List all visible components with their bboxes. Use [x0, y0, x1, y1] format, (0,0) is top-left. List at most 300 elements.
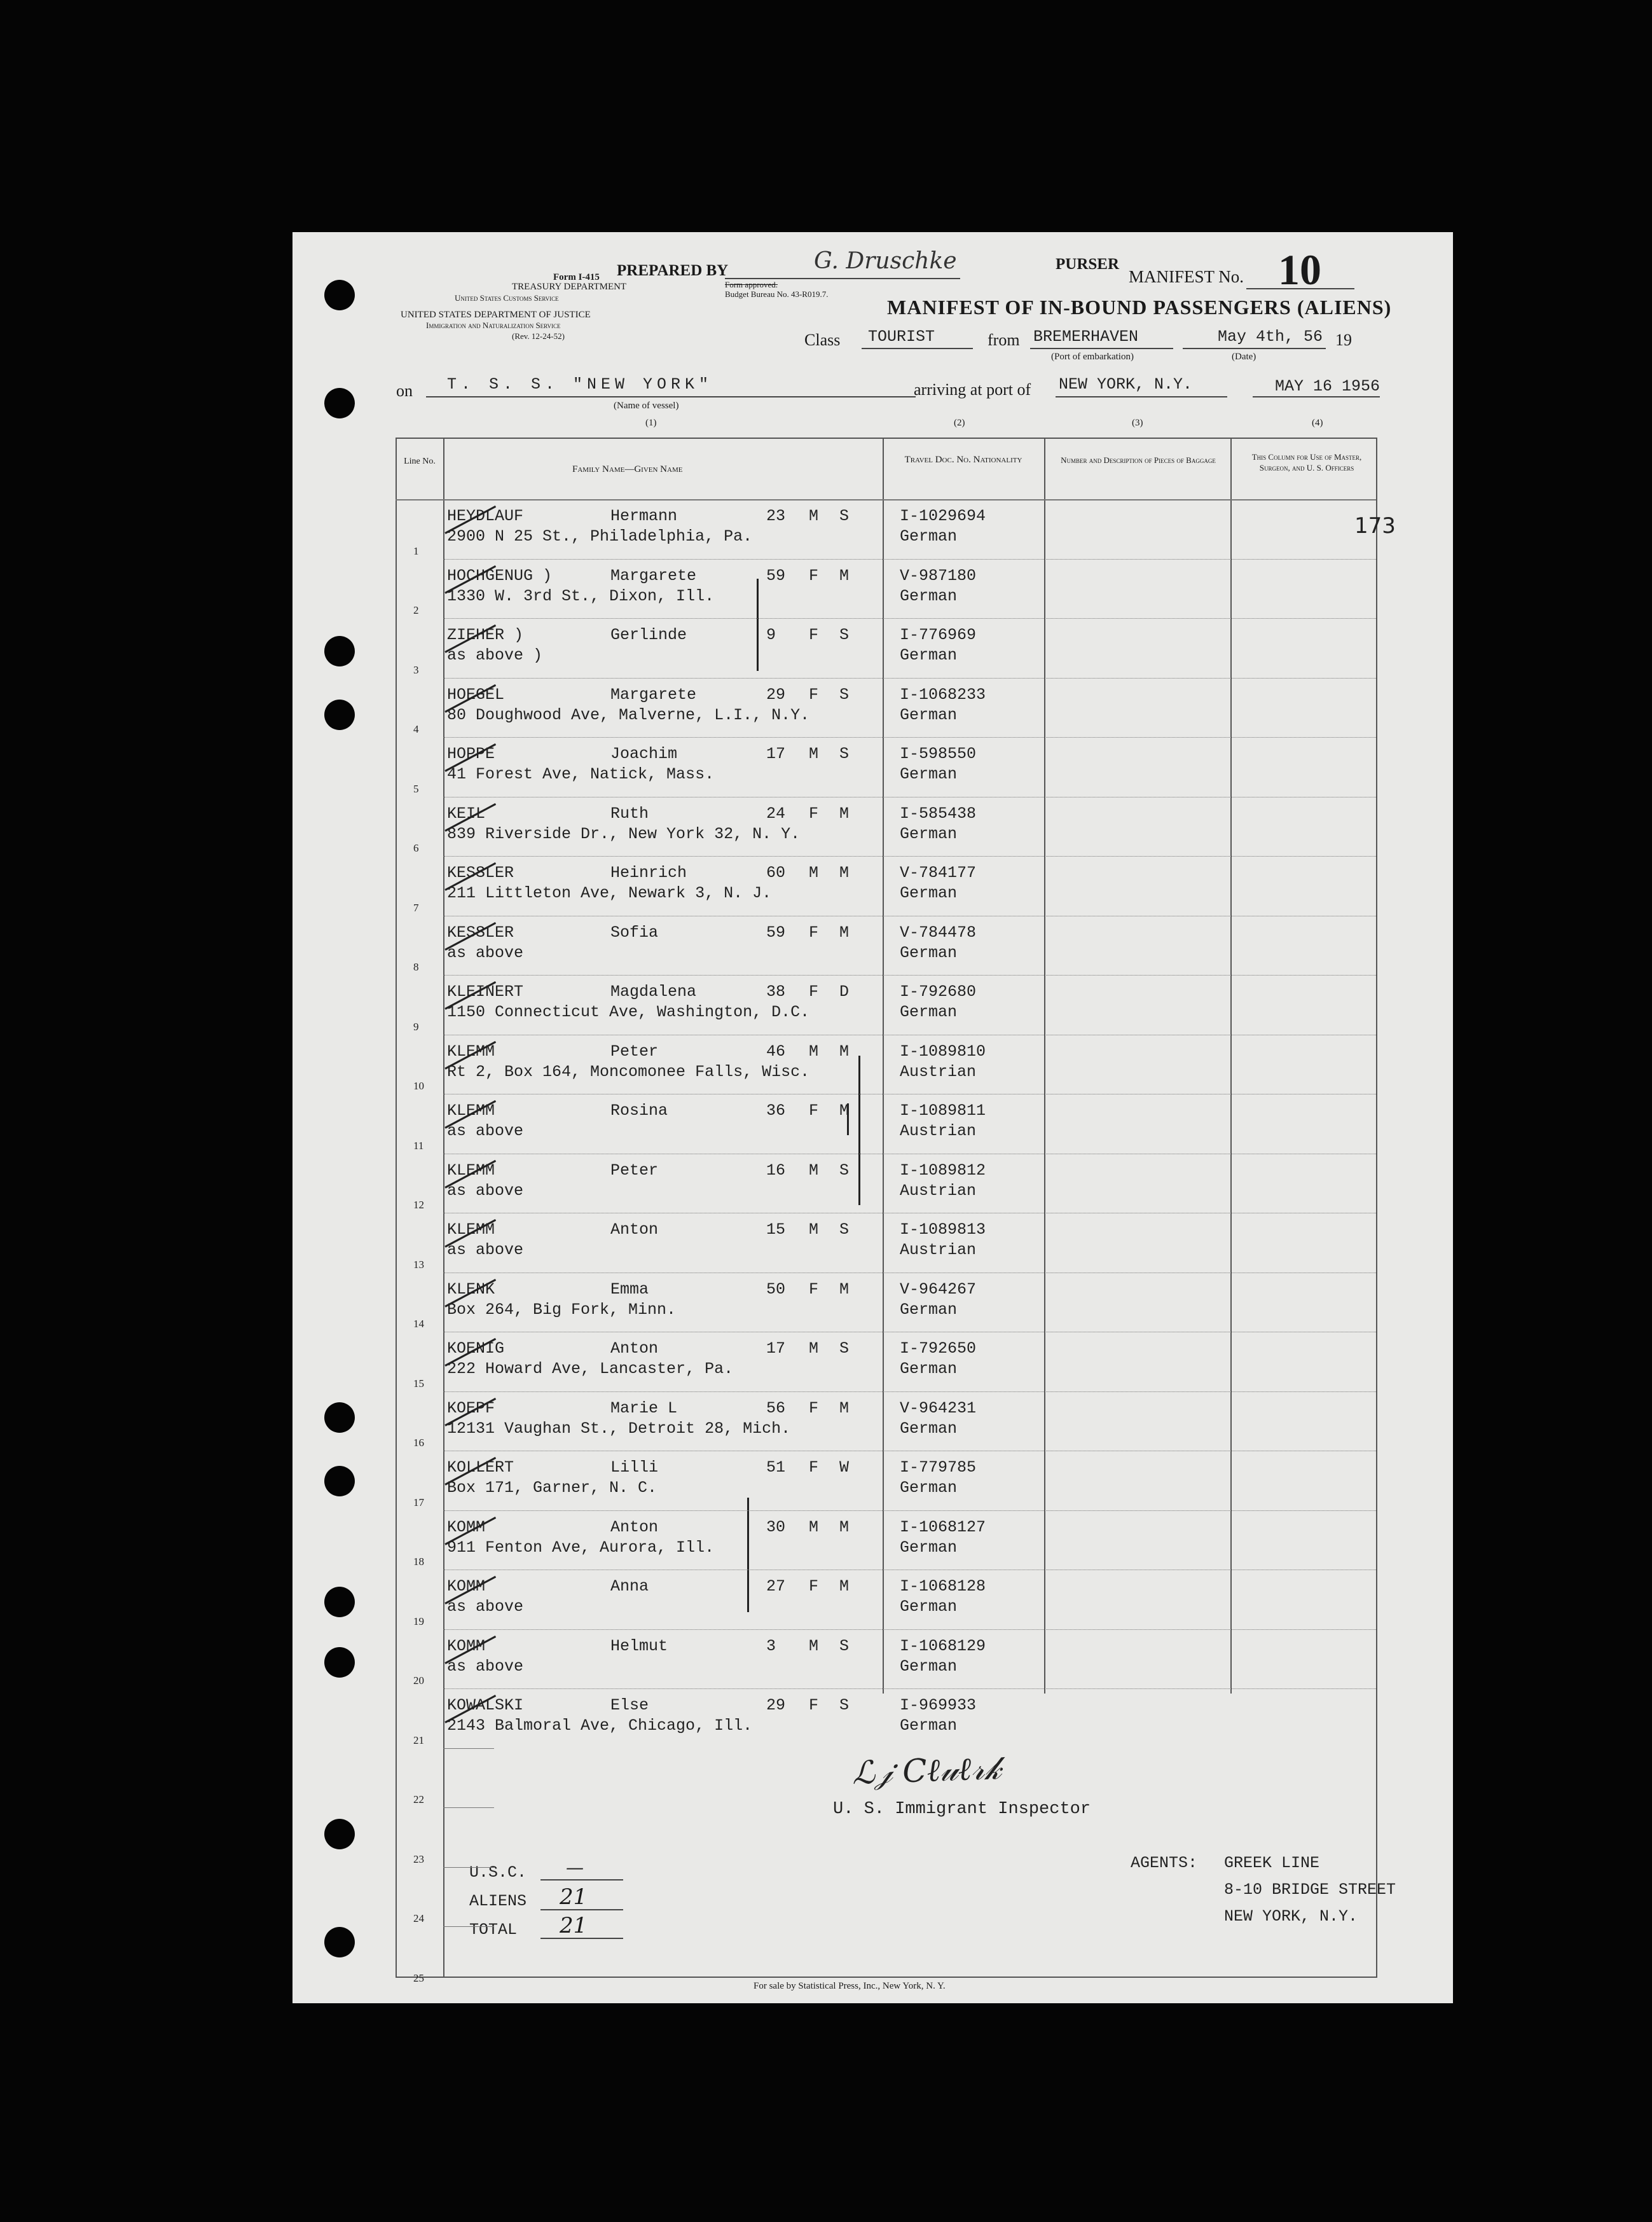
row-separator [443, 1807, 494, 1808]
travel-doc-number: I-792680 [900, 983, 977, 1001]
passenger-given-name: Anna [610, 1577, 649, 1596]
passenger-nationality: German [900, 586, 958, 605]
passenger-address: 1150 Connecticut Ave, Washington, D.C. [447, 1003, 810, 1021]
passenger-age: 38 [766, 983, 786, 1001]
passenger-marital-status: M [839, 1577, 850, 1596]
passenger-address: as above [447, 1122, 524, 1140]
line-number: 22 [413, 1793, 424, 1805]
class-label: Class [804, 331, 841, 349]
passenger-given-name: Anton [610, 1517, 659, 1536]
passenger-age: 50 [766, 1280, 786, 1299]
passenger-age: 59 [766, 923, 786, 942]
passenger-age: 24 [766, 804, 786, 823]
passenger-marital-status: S [839, 745, 850, 763]
row-separator [443, 1510, 1376, 1511]
travel-doc-number: I-1089812 [900, 1161, 986, 1180]
line-number: 11 [413, 1139, 424, 1152]
arriving-label: arriving at port of [914, 380, 1031, 399]
passenger-nationality: German [900, 527, 958, 546]
passenger-sex: F [809, 685, 819, 704]
row-separator [443, 975, 1376, 976]
travel-doc-number: I-1068127 [900, 1517, 986, 1536]
prepared-by-line [725, 278, 960, 279]
passenger-nationality: German [900, 705, 958, 724]
passenger-address: 41 Forest Ave, Natick, Mass. [447, 765, 715, 783]
ins-service: Immigration and Naturalization Service [426, 321, 561, 330]
passenger-given-name: Else [610, 1696, 649, 1715]
punch-hole [324, 388, 355, 418]
passenger-given-name: Hermann [610, 507, 678, 525]
passenger-marital-status: W [839, 1458, 850, 1477]
passenger-address: 911 Fenton Ave, Aurora, Ill. [447, 1538, 715, 1557]
passenger-family-name: KOLLERT [447, 1458, 514, 1477]
class-line [862, 348, 973, 349]
passenger-nationality: German [900, 765, 958, 783]
passenger-marital-status: S [839, 1220, 850, 1239]
prepared-by-signature: G. Druschke [814, 248, 957, 274]
table-row [293, 1696, 1373, 1750]
passenger-nationality: German [900, 1657, 958, 1676]
passenger-nationality: German [900, 1479, 958, 1497]
passenger-sex: M [809, 1161, 819, 1180]
table-row [293, 864, 1373, 918]
line-number: 9 [413, 1020, 419, 1033]
line-number: 3 [413, 663, 419, 676]
form-number: Form I-415 [553, 272, 600, 282]
passenger-family-name: KOEPF [447, 1398, 495, 1418]
row-separator [443, 1926, 494, 1927]
passenger-address: Rt 2, Box 164, Moncomonee Falls, Wisc. [447, 1062, 810, 1081]
passenger-sex: M [809, 745, 819, 763]
arrival-date-line [1253, 396, 1380, 397]
line-number: 18 [413, 1556, 424, 1568]
row-separator [443, 1629, 1376, 1630]
travel-doc-number: V-987180 [900, 566, 977, 585]
header-bottom-line [396, 499, 1376, 500]
passenger-nationality: Austrian [900, 1062, 977, 1081]
table-row [293, 1399, 1373, 1453]
passenger-marital-status: M [839, 864, 850, 882]
arrival-port-line [1056, 396, 1227, 397]
passenger-family-name: HOCHGENUG ) [447, 566, 553, 585]
passenger-nationality: Austrian [900, 1181, 977, 1200]
passenger-marital-status: S [839, 1696, 850, 1715]
passenger-marital-status: M [839, 1042, 850, 1061]
passenger-marital-status: M [839, 1280, 850, 1299]
travel-doc-number: I-1089810 [900, 1042, 986, 1061]
table-row [293, 626, 1373, 680]
class-value: TOURIST [868, 328, 935, 346]
passenger-sex: M [809, 1517, 819, 1536]
header-travel-doc: Travel Doc. No. Nationality [904, 455, 1022, 465]
passenger-family-name: KLEINERT [447, 983, 524, 1001]
header-baggage: Number and Description of Pieces of Baggage [1061, 455, 1216, 465]
table-row [293, 1280, 1373, 1334]
aliens-value: 21 [560, 1884, 588, 1910]
passenger-address: 2143 Balmoral Ave, Chicago, Ill. [447, 1716, 753, 1735]
passenger-family-name: KLEMM [447, 1042, 495, 1061]
line-number: 8 [413, 961, 419, 973]
manifest-number: 10 [1278, 245, 1321, 294]
table-row [293, 1042, 1373, 1096]
passenger-sex: M [809, 1220, 819, 1239]
travel-doc-number: I-1089813 [900, 1220, 986, 1239]
table-row [293, 567, 1373, 621]
purser-label: PURSER [1056, 256, 1120, 273]
treasury-department: TREASURY DEPARTMENT [512, 282, 627, 292]
passenger-family-name: HOPPE [447, 745, 495, 763]
line-number: 5 [413, 782, 419, 795]
passenger-given-name: Margarete [610, 566, 697, 585]
travel-doc-number: I-598550 [900, 745, 977, 763]
passenger-address: as above [447, 1597, 524, 1616]
passenger-given-name: Anton [610, 1220, 659, 1239]
passenger-age: 56 [766, 1398, 786, 1418]
table-row [293, 923, 1373, 977]
vessel-name: T. S. S. "NEW YORK" [447, 375, 713, 394]
passenger-marital-status: S [839, 685, 850, 704]
passenger-sex: F [809, 983, 819, 1001]
line-number: 20 [413, 1674, 424, 1687]
header-line-no: Line No. [404, 457, 436, 466]
table-row [293, 686, 1373, 740]
agents-line-2: 8-10 BRIDGE STREET [1224, 1880, 1396, 1899]
passenger-given-name: Peter [610, 1042, 659, 1061]
punch-hole [324, 280, 355, 310]
line-number: 2 [413, 604, 419, 616]
family-bracket [757, 579, 759, 671]
passenger-marital-status: M [839, 804, 850, 823]
passenger-sex: F [809, 1101, 819, 1120]
line-number: 1 [413, 544, 419, 557]
travel-doc-number: I-1068233 [900, 685, 986, 704]
justice-department: UNITED STATES DEPARTMENT OF JUSTICE [401, 310, 591, 320]
total-line [540, 1938, 623, 1939]
family-bracket [847, 1103, 849, 1135]
passenger-marital-status: M [839, 923, 850, 942]
passenger-address: 2900 N 25 St., Philadelphia, Pa. [447, 527, 753, 546]
agents-line-3: NEW YORK, N.Y. [1224, 1907, 1358, 1926]
passenger-sex: F [809, 1398, 819, 1418]
passenger-family-name: ZIEHER ) [447, 626, 524, 644]
passenger-sex: M [809, 507, 819, 525]
arrival-port: NEW YORK, N.Y. [1059, 375, 1193, 394]
passenger-address: 1330 W. 3rd St., Dixon, Ill. [447, 586, 715, 605]
passenger-nationality: German [900, 1360, 958, 1378]
passenger-age: 15 [766, 1220, 786, 1239]
passenger-marital-status: S [839, 1339, 850, 1358]
passenger-family-name: KESSLER [447, 923, 514, 942]
passenger-given-name: Magdalena [610, 983, 697, 1001]
manifest-number-line [1246, 288, 1354, 289]
manifest-title: MANIFEST OF IN-BOUND PASSENGERS (ALIENS) [887, 296, 1392, 319]
from-line [1030, 348, 1173, 349]
passenger-age: 29 [766, 1696, 786, 1715]
vessel-line [426, 396, 916, 397]
passenger-family-name: HOEGEL [447, 685, 505, 704]
row-separator [443, 1688, 1376, 1689]
passenger-marital-status: M [839, 1517, 850, 1536]
passenger-given-name: Peter [610, 1161, 659, 1180]
table-row [293, 1220, 1373, 1274]
passenger-nationality: German [900, 824, 958, 843]
line-number: 16 [413, 1437, 424, 1449]
form-approved: Form approved. [725, 280, 778, 289]
passenger-address: 222 Howard Ave, Lancaster, Pa. [447, 1360, 734, 1378]
usc-line [540, 1879, 623, 1880]
passenger-family-name: KESSLER [447, 864, 514, 882]
line-number: 21 [413, 1734, 424, 1746]
travel-doc-number: V-784478 [900, 923, 977, 942]
usc-label: U.S.C. [469, 1863, 527, 1882]
port-caption: (Port of embarkation) [1051, 352, 1134, 362]
passenger-family-name: KLEMM [447, 1220, 495, 1239]
passenger-address: 839 Riverside Dr., New York 32, N. Y. [447, 824, 801, 843]
row-separator [443, 678, 1376, 679]
passenger-family-name: KLENK [447, 1280, 495, 1299]
passenger-marital-status: M [839, 1101, 850, 1120]
row-separator [443, 856, 1376, 857]
from-label: from [988, 331, 1020, 349]
passenger-given-name: Gerlinde [610, 626, 687, 644]
row-separator [443, 737, 1376, 738]
passenger-nationality: Austrian [900, 1122, 977, 1140]
agents-label: AGENTS: [1131, 1854, 1198, 1872]
column-4-number: (4) [1312, 418, 1323, 428]
table-row [293, 507, 1396, 561]
line-number: 15 [413, 1377, 424, 1390]
total-label: TOTAL [469, 1921, 518, 1939]
passenger-family-name: KLEMM [447, 1101, 495, 1120]
passenger-address: Box 171, Garner, N. C. [447, 1479, 657, 1497]
passenger-family-name: KOWALSKI [447, 1696, 524, 1715]
line-number: 4 [413, 723, 419, 735]
line-number: 24 [413, 1912, 424, 1924]
table-row [293, 983, 1373, 1037]
table-row [293, 1518, 1373, 1572]
line-number: 13 [413, 1258, 424, 1271]
travel-doc-number: I-792650 [900, 1339, 977, 1358]
passenger-sex: M [809, 864, 819, 882]
passenger-sex: M [809, 1636, 819, 1655]
line-number: 10 [413, 1080, 424, 1092]
travel-doc-number: V-784177 [900, 864, 977, 882]
travel-doc-number: I-1089811 [900, 1101, 986, 1120]
travel-doc-number: I-1068129 [900, 1636, 986, 1655]
passenger-nationality: German [900, 1419, 958, 1438]
line-number: 23 [413, 1853, 424, 1865]
table-row [293, 1101, 1373, 1156]
passenger-address: as above [447, 1657, 524, 1676]
passenger-sex: M [809, 1339, 819, 1358]
total-value: 21 [560, 1913, 588, 1938]
table-row [293, 745, 1373, 799]
arrival-date: MAY 16 1956 [1275, 377, 1380, 396]
passenger-sex: F [809, 1458, 819, 1477]
passenger-marital-status: D [839, 983, 850, 1001]
passenger-age: 46 [766, 1042, 786, 1061]
passenger-address: as above [447, 943, 524, 962]
line-number: 6 [413, 842, 419, 854]
column-1-number: (1) [645, 418, 657, 428]
inspector-signature: ℒ𝒿 Cℓ𝓊ℓ𝓇𝓀 [851, 1749, 1002, 1792]
passenger-given-name: Ruth [610, 804, 649, 823]
passenger-marital-status: S [839, 626, 850, 644]
passenger-family-name: KLEMM [447, 1161, 495, 1180]
manifest-number-label: MANIFEST No. [1129, 267, 1244, 286]
line-number: 12 [413, 1199, 424, 1211]
line-number: 7 [413, 901, 419, 914]
travel-doc-number: I-585438 [900, 804, 977, 823]
passenger-given-name: Helmut [610, 1636, 668, 1655]
passenger-given-name: Joachim [610, 745, 678, 763]
passenger-nationality: German [900, 1597, 958, 1616]
from-value: BREMERHAVEN [1033, 328, 1139, 346]
passenger-nationality: German [900, 1300, 958, 1319]
inspector-label: U. S. Immigrant Inspector [833, 1800, 1091, 1819]
passenger-family-name: HEYDLAUF [447, 507, 524, 525]
passenger-family-name: KOMM [447, 1636, 486, 1655]
travel-doc-number: I-776969 [900, 626, 977, 644]
passenger-age: 36 [766, 1101, 786, 1120]
passenger-given-name: Emma [610, 1280, 649, 1299]
passenger-marital-status: M [839, 566, 850, 585]
line-number: 17 [413, 1496, 424, 1508]
punch-hole [324, 1819, 355, 1849]
passenger-address: as above ) [447, 646, 543, 665]
passenger-given-name: Heinrich [610, 864, 687, 882]
passenger-address: Box 264, Big Fork, Minn. [447, 1300, 677, 1319]
passenger-given-name: Rosina [610, 1101, 668, 1120]
travel-doc-number: I-779785 [900, 1458, 977, 1477]
passenger-given-name: Anton [610, 1339, 659, 1358]
aliens-line [540, 1909, 623, 1910]
passenger-nationality: German [900, 884, 958, 902]
passenger-marital-status: S [839, 507, 850, 525]
date-caption: (Date) [1232, 352, 1256, 362]
passenger-age: 9 [766, 626, 776, 644]
passenger-family-name: KOMM [447, 1517, 486, 1536]
passenger-nationality: German [900, 1003, 958, 1021]
passenger-marital-status: S [839, 1636, 850, 1655]
budget-bureau: Budget Bureau No. 43-R019.7. [725, 289, 829, 299]
column-2-number: (2) [954, 418, 965, 428]
passenger-sex: F [809, 1577, 819, 1596]
manifest-page [293, 232, 1453, 2003]
passenger-family-name: KEIL [447, 804, 486, 823]
row-separator [443, 1867, 494, 1868]
printer-footer: For sale by Statistical Press, Inc., New York, N. Y. [754, 1981, 946, 1991]
table-row [293, 1458, 1373, 1512]
agents-line-1: GREEK LINE [1224, 1854, 1320, 1872]
passenger-age: 17 [766, 745, 786, 763]
passenger-sex: F [809, 804, 819, 823]
travel-doc-number: V-964267 [900, 1280, 977, 1299]
travel-doc-number: I-1029694 [900, 507, 986, 525]
table-row [293, 804, 1373, 859]
passenger-nationality: German [900, 943, 958, 962]
travel-doc-number: I-969933 [900, 1696, 977, 1715]
row-separator [443, 618, 1376, 619]
line-number: 19 [413, 1615, 424, 1627]
passenger-age: 3 [766, 1636, 776, 1655]
on-label: on [396, 382, 413, 400]
row-separator [443, 559, 1376, 560]
passenger-given-name: Margarete [610, 685, 697, 704]
revision-date: (Rev. 12-24-52) [512, 331, 565, 341]
passenger-nationality: German [900, 1716, 958, 1735]
passenger-marital-status: S [839, 1161, 850, 1180]
table-row [293, 1637, 1373, 1691]
passenger-age: 30 [766, 1517, 786, 1536]
header-name: Family Name—Given Name [572, 464, 683, 474]
family-bracket [858, 1056, 860, 1205]
passenger-address: as above [447, 1241, 524, 1259]
table-row [293, 1161, 1373, 1215]
travel-doc-number: V-964231 [900, 1398, 977, 1418]
passenger-age: 59 [766, 566, 786, 585]
travel-doc-number: I-1068128 [900, 1577, 986, 1596]
table-row [293, 1339, 1373, 1393]
family-bracket [747, 1498, 749, 1612]
passenger-age: 23 [766, 507, 786, 525]
aliens-label: ALIENS [469, 1892, 527, 1910]
line-number: 25 [413, 1971, 424, 1984]
passenger-given-name: Marie L [610, 1398, 678, 1418]
passenger-address: 211 Littleton Ave, Newark 3, N. J. [447, 884, 772, 902]
passenger-age: 29 [766, 685, 786, 704]
table-row [293, 1577, 1373, 1631]
passenger-sex: F [809, 1696, 819, 1715]
passenger-age: 51 [766, 1458, 786, 1477]
passenger-nationality: Austrian [900, 1241, 977, 1259]
passenger-sex: F [809, 566, 819, 585]
passenger-marital-status: M [839, 1398, 850, 1418]
row-separator [443, 1748, 494, 1749]
passenger-nationality: German [900, 646, 958, 665]
vessel-caption: (Name of vessel) [614, 401, 679, 411]
passenger-age: 17 [766, 1339, 786, 1358]
punch-hole [324, 1927, 355, 1957]
officer-note: 173 [1354, 513, 1396, 539]
passenger-sex: F [809, 923, 819, 942]
usc-value: — [566, 1857, 584, 1878]
passenger-address: 12131 Vaughan St., Detroit 28, Mich. [447, 1419, 791, 1438]
year-label: 19 [1335, 331, 1352, 349]
passenger-given-name: Lilli [610, 1458, 659, 1477]
passenger-address: 80 Doughwood Ave, Malverne, L.I., N.Y. [447, 705, 810, 724]
prepared-by-label: PREPARED BY [617, 262, 729, 279]
passenger-family-name: KOENIG [447, 1339, 505, 1358]
passenger-nationality: German [900, 1538, 958, 1557]
line-number: 14 [413, 1318, 424, 1330]
column-3-number: (3) [1132, 418, 1143, 428]
customs-service: United States Customs Service [455, 293, 559, 303]
header-officers: This Column for Use of Master, Surgeon, and U. S. Officers [1251, 452, 1362, 473]
passenger-sex: F [809, 626, 819, 644]
date-line [1183, 348, 1326, 349]
row-separator [443, 1391, 1376, 1392]
passenger-sex: M [809, 1042, 819, 1061]
passenger-age: 16 [766, 1161, 786, 1180]
passenger-age: 27 [766, 1577, 786, 1596]
date-value: May 4th, 56 [1218, 328, 1323, 346]
passenger-age: 60 [766, 864, 786, 882]
passenger-sex: F [809, 1280, 819, 1299]
passenger-address: as above [447, 1181, 524, 1200]
passenger-family-name: KOMM [447, 1577, 486, 1596]
passenger-given-name: Sofia [610, 923, 659, 942]
